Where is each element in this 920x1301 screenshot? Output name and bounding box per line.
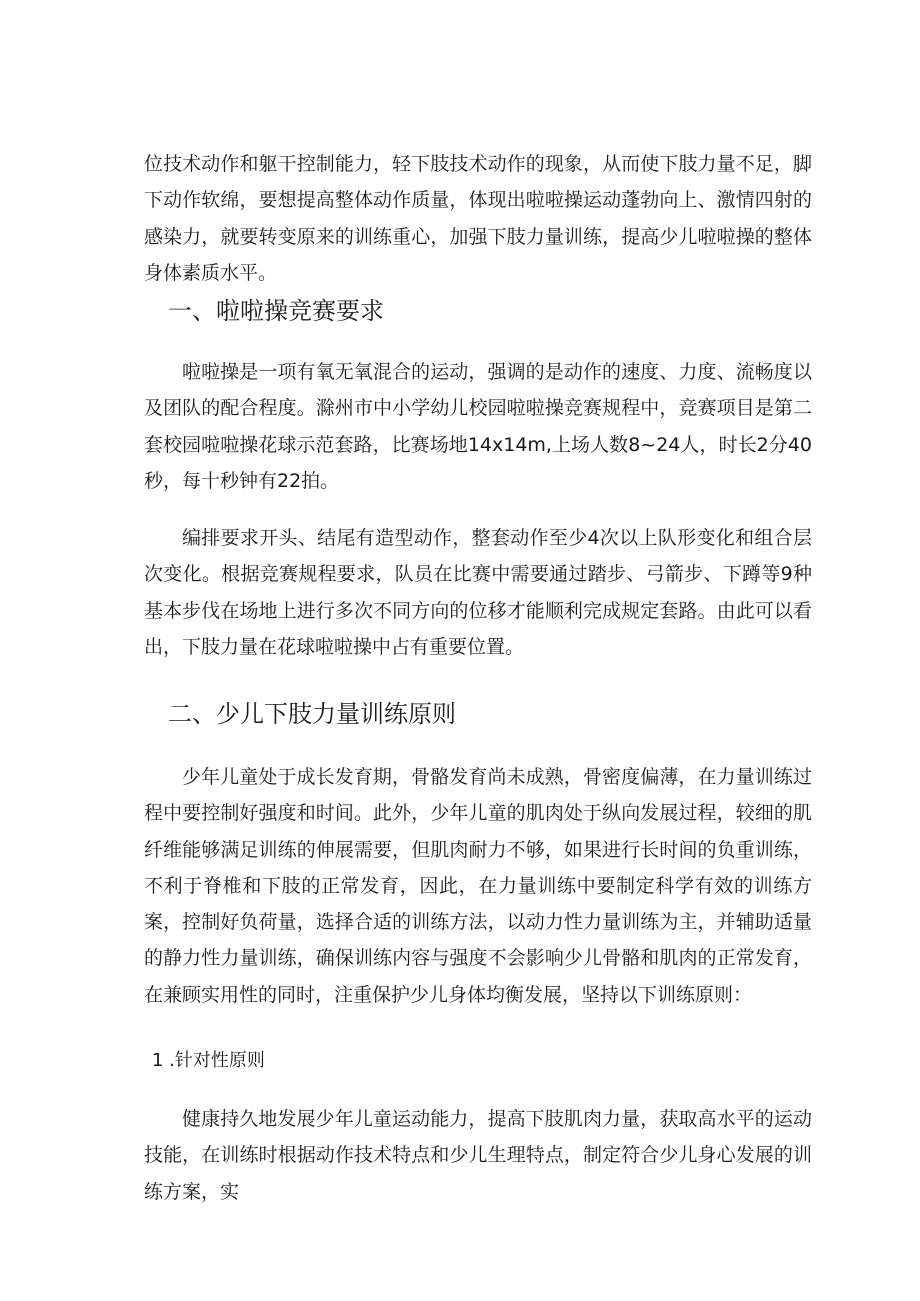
section-2-heading: 二、少儿下肢力量训练原则 [168,700,456,728]
subsection-1-heading: 1 .针对性原则 [152,1050,265,1071]
section-1-heading: 一、啦啦操竞赛要求 [168,297,384,325]
section-1-paragraph-2: 编排要求开头、结尾有造型动作，整套动作至少4次以上队形变化和组合层次变化。根据竞赛规程要求，队员在比赛中需要通过踏步、弓箭步、下蹲等9种基本步伐在场地上进行多次不同方向的位移才能顺利完成规定套路。由此可以看出，下肢力量在花球啦啦操中占有重要位置。 [144,527,812,658]
section-1-paragraph-1: 啦啦操是一项有氧无氧混合的运动，强调的是动作的速度、力度、流畅度以及团队的配合程度。滁州市中小学幼儿校园啦啦操竞赛规程中，竞赛项目是第二套校园啦啦操花球示范套路，比赛场地14x14m,上场人数8~24人，时长2分40秒，每十秒钟有22拍。 [144,361,812,492]
intro-paragraph: 位技术动作和躯干控制能力，轻下肢技术动作的现象，从而使下肢力量不足，脚下动作软绵，要想提高整体动作质量，体现出啦啦操运动蓬勃向上、激情四射的感染力，就要转变原来的训练重心，加强下肢力量训练，提高少儿啦啦操的整体身体素质水平。 [144,153,812,284]
section-2-paragraph-1: 少年儿童处于成长发育期，骨骼发育尚未成熟，骨密度偏薄，在力量训练过程中要控制好强度和时间。此外，少年儿童的肌肉处于纵向发展过程，较细的肌纤维能够满足训练的伸展需要，但肌肉耐力不够，如果进行长时间的负重训练，不利于脊椎和下肢的正常发育，因此，在力量训练中要制定科学有效的训练方案，控制好负荷量，选择合适的训练方法，以动力性力量训练为主，并辅助适量的静力性力量训练，确保训练内容与强度不会影响少儿骨骼和肌肉的正常发育，在兼顾实用性的同时，注重保护少儿身体均衡发展，坚持以下训练原则： [144,766,812,1006]
subsection-1-paragraph-1: 健康持久地发展少年儿童运动能力，提高下肢肌肉力量，获取高水平的运动技能，在训练时根据动作技术特点和少儿生理特点，制定符合少儿身心发展的训练方案，实 [144,1108,812,1203]
